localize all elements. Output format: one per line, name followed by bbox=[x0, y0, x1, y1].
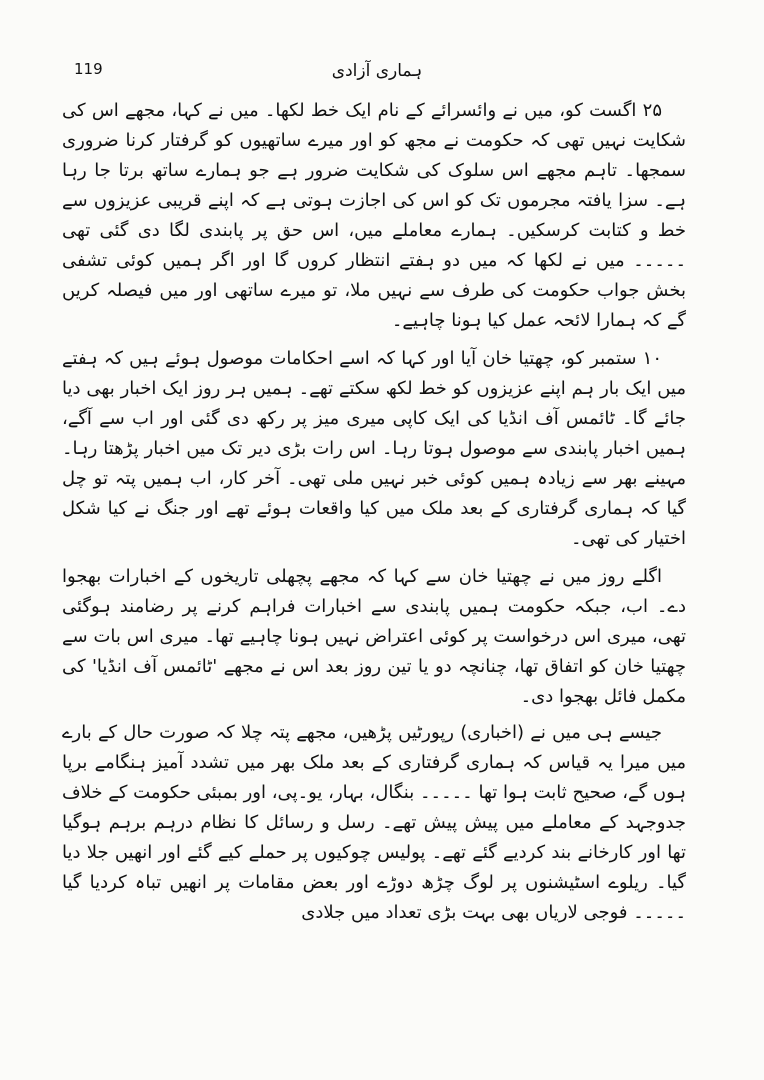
paragraph: ۱۰ ستمبر کو، چھتیا خان آیا اور کہا کہ اسے احکامات موصول ہوئے ہیں کہ ہفتے میں ایک بار ہم اپنے عزیزوں کو خط لکھ سکتے تھے۔ ہمیں ہر روز ایک اخبار بھی دیا جائے گا۔ ٹائمس آف انڈیا کی ایک کاپی میری میز پر رکھ دی گئی اور اب سے آگے، ہمیں اخبار پابندی سے موصول ہوتا رہا۔ اس رات بڑی دیر تک میں اخبار پڑھتا رہا۔ مہینے بھر سے زیادہ ہمیں کوئی خبر نہیں ملی تھی۔ آخر کار، اب ہمیں پتہ تو چل گیا کہ ہماری گرفتاری کے بعد ملک میں کیا واقعات ہوئے تھے اور جنگ نے کیا شکل اختیار کی تھی۔ bbox=[62, 348, 686, 549]
running-title: ہماری آزادی bbox=[331, 61, 423, 81]
body-text bbox=[62, 96, 686, 934]
page-header bbox=[60, 50, 694, 90]
paragraph: ۲۵ اگست کو، میں نے وائسرائے کے نام ایک خط لکھا۔ میں نے کہا، مجھے اس کی شکایت نہیں تھی کہ حکومت نے مجھ کو اور میرے ساتھیوں کو گرفتار کرنا ضروری سمجھا۔ تاہم مجھے اس سلوک کی شکایت ضرور ہے جو ہمارے ساتھ برتا جا رہا ہے۔ سزا یافتہ مجرموں تک کو اس کی اجازت ہوتی ہے کہ اپنے قریبی عزیزوں سے خط و کتابت کرسکیں۔ ہمارے معاملے میں، اس حق پر پابندی لگا دی گئی تھی ۔۔۔۔۔ میں نے لکھا کہ میں دو ہفتے انتظار کروں گا اور اگر ہمیں کوئی تشفی بخش جواب حکومت کی طرف سے نہیں ملا، تو میرے ساتھی اور میں فیصلہ کریں گے کہ ہمارا لائحہ عمل کیا ہونا چاہیے۔ bbox=[62, 100, 686, 331]
page-number: 119 bbox=[74, 60, 103, 78]
paragraph: اگلے روز میں نے چھتیا خان سے کہا کہ مجھے پچھلی تاریخوں کے اخبارات بھجوا دے۔ اب، جبکہ حکومت ہمیں پابندی سے اخبارات فراہم کرنے پر رضامند ہوگئی تھی، میری اس درخواست پر کوئی اعتراض نہیں ہونا چاہیے تھا۔ میری اس بات سے چھتیا خان کو اتفاق تھا، چنانچہ دو یا تین روز بعد اس نے مجھے 'ٹائمس آف انڈیا' کی مکمل فائل بھجوا دی۔ bbox=[62, 566, 686, 707]
paragraph: جیسے ہی میں نے (اخباری) رپورٹیں پڑھیں، مجھے پتہ چلا کہ صورت حال کے بارے میں میرا یہ قیاس کہ ہماری گرفتاری کے بعد ملک بھر میں تشدد آمیز ہنگامے برپا ہوں گے، صحیح ثابت ہوا تھا ۔۔۔۔۔ بنگال، بہار، یو۔پی، اور بمبئی حکومت کے خلاف جدوجہد کے معاملے میں پیش پیش تھے۔ رسل و رسائل کا نظام درہم برہم ہوگیا تھا اور کارخانے بند کردیے گئے تھے۔ پولیس چوکیوں پر حملے کیے گئے اور انھیں جلا دیا گیا۔ ریلوے اسٹیشنوں پر لوگ چڑھ دوڑے اور بعض مقامات پر انھیں تباہ کردیا گیا ۔۔۔۔۔ فوجی لاریاں بھی بہت بڑی تعداد میں جلادی bbox=[62, 722, 686, 923]
